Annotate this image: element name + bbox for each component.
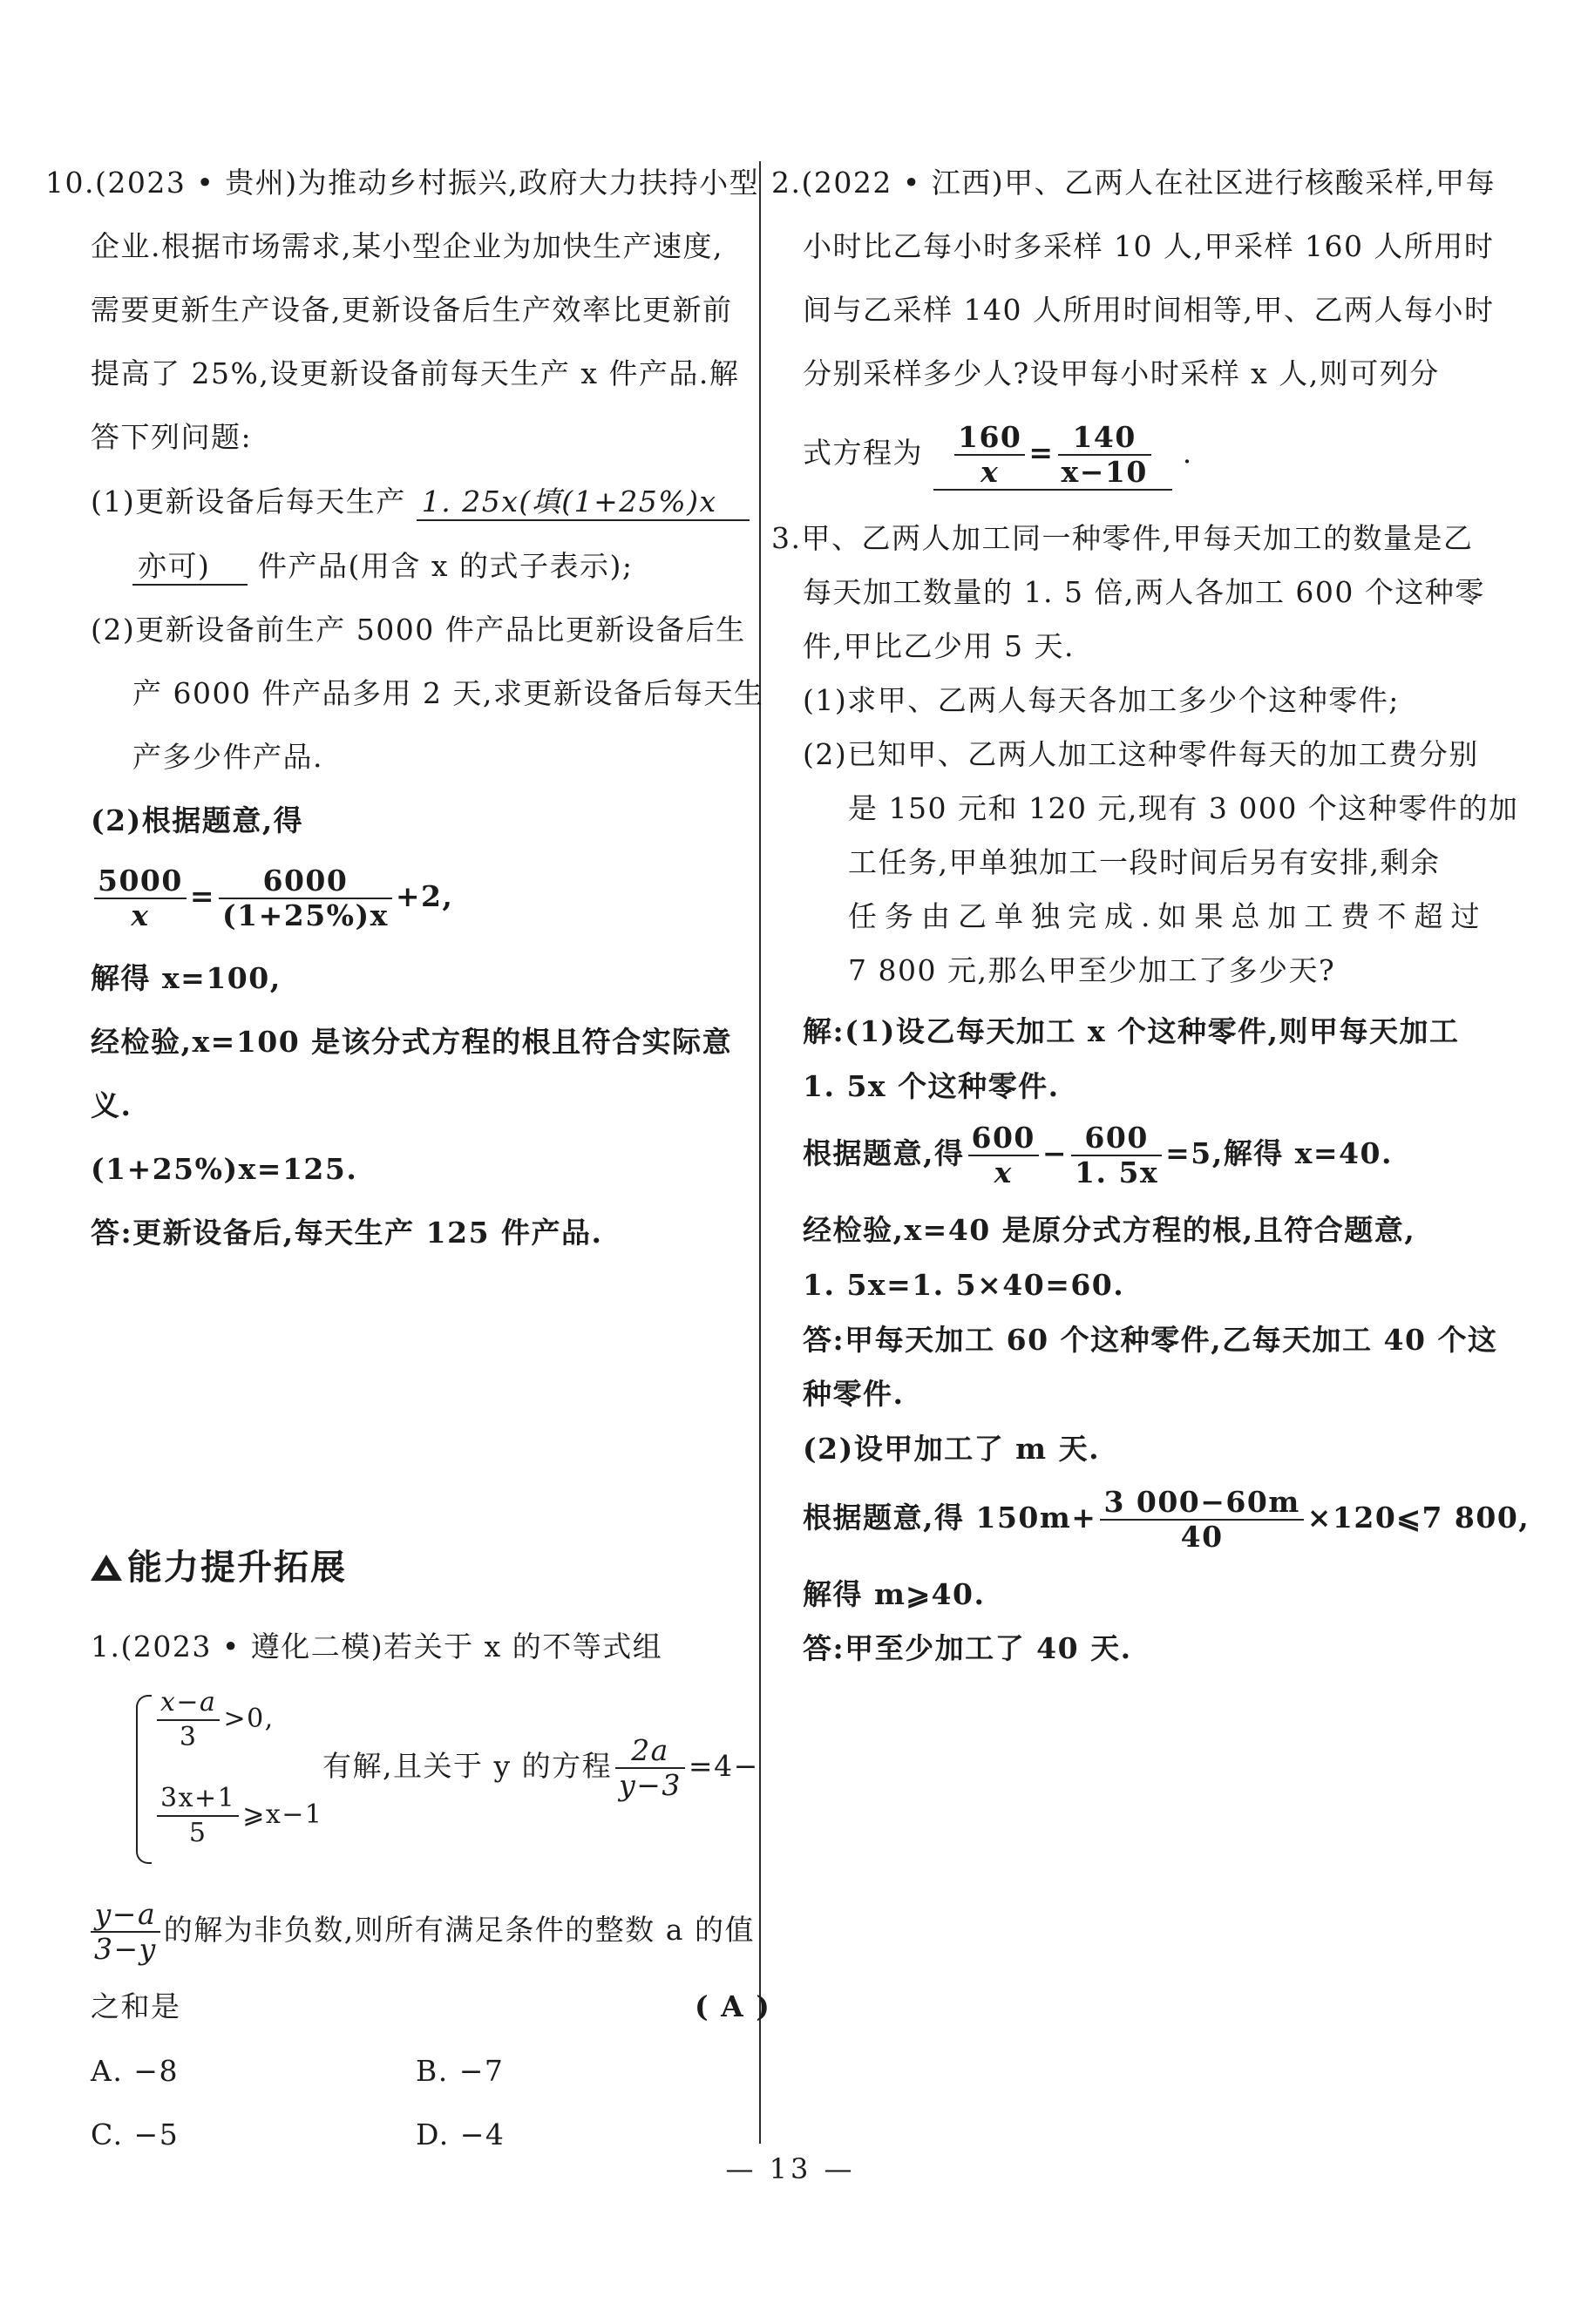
fraction: $\frac{x-a}{3}$: [157, 1686, 220, 1754]
q2-answer-line: 式方程为 $\frac{160}{x}$ = $\frac{140}{x-10}$ .: [803, 420, 1193, 489]
fraction: $\frac{5000}{x}$: [94, 864, 187, 932]
fraction: $\frac{y-a}{3-y}$: [91, 1898, 160, 1966]
option-a: A. −8: [91, 2054, 179, 2088]
q10-part2-line-3: 产多少件产品.: [132, 740, 323, 774]
q3-solution-line-6: 答:甲每天加工 60 个这种零件,乙每天加工 40 个这: [803, 1323, 1498, 1357]
q10-solution-line-3: 解得 x=100,: [91, 961, 282, 995]
q1-equation-line: 有解,且关于 y 的方程 $\frac{2a}{y-3}$ =4−: [322, 1733, 759, 1802]
option-b: B. −7: [416, 2054, 505, 2088]
q3-part2-line-3: 工任务,甲单独加工一段时间后另有安排,剩余: [848, 845, 1441, 879]
q2-line-1: 2.(2022 • 江西)甲、乙两人在社区进行核酸采样,甲每: [771, 166, 1496, 200]
q2-line-3: 间与乙采样 140 人所用时间相等,甲、乙两人每小时: [803, 293, 1495, 327]
fraction: $\frac{3x+1}{5}$: [157, 1782, 239, 1850]
q3-line-1: 3.甲、乙两人加工同一种零件,甲每天加工的数量是乙: [771, 521, 1474, 555]
q3-solution-line-8: (2)设甲加工了 m 天.: [803, 1432, 1101, 1466]
fraction: $\frac{2a}{y-3}$: [615, 1734, 685, 1802]
inequality-1: $\frac{x-a}{3}$ >0,: [153, 1686, 275, 1754]
column-divider: [759, 161, 761, 2144]
q3-solution-line-5: 1. 5x=1. 5×40=60.: [803, 1268, 1125, 1302]
option-c: C. −5: [91, 2117, 180, 2151]
q10-part2-line-2: 产 6000 件产品多用 2 天,求更新设备后每天生: [132, 676, 764, 710]
q3-line-2: 每天加工数量的 1. 5 倍,两人各加工 600 个这种零: [803, 575, 1485, 609]
q3-solution-line-1: 解:(1)设乙每天加工 x 个这种零件,则甲每天加工: [803, 1014, 1460, 1048]
q10-line-2: 企业.根据市场需求,某小型企业为加快生产速度,: [91, 229, 723, 263]
q2-line-2: 小时比乙每小时多采样 10 人,甲采样 160 人所用时: [803, 229, 1495, 263]
q2-answer-prefix: 式方程为: [803, 436, 923, 470]
q3-part2-line-2: 是 150 元和 120 元,现有 3 000 个这种零件的加: [848, 791, 1519, 825]
q10-solution-equation: $\frac{5000}{x}$ = $\frac{6000}{(1+25\%)x}$ +2,: [91, 864, 453, 932]
q3-solution-equation: 根据题意,得 $\frac{600}{x}$ − $\frac{600}{1. 5x}$ =5,解得 x=40.: [803, 1121, 1393, 1189]
q10-part1-prefix: (1)更新设备后每天生产: [91, 484, 406, 518]
q2-line-4: 分别采样多少人?设甲每小时采样 x 人,则可列分: [803, 356, 1440, 390]
q3-solution-line-4: 经检验,x=40 是原分式方程的根,且符合题意,: [803, 1213, 1416, 1247]
q1-continuation: $\frac{y-a}{3-y}$ 的解为非负数,则所有满足条件的整数 a 的值: [91, 1898, 755, 1966]
q10-solution-line-6: (1+25%)x=125.: [91, 1152, 358, 1186]
inequality-2: $\frac{3x+1}{5}$ ⩾x−1: [153, 1782, 323, 1850]
section-heading: 能力提升拓展: [91, 1540, 347, 1589]
triangle-icon: [91, 1555, 122, 1581]
q3-solution-line-11: 答:甲至少加工了 40 天.: [803, 1631, 1132, 1665]
q10-part1-line-2: [132, 549, 633, 586]
q10-line-4: 提高了 25%,设更新设备前每天生产 x 件产品.解: [91, 356, 740, 390]
q10-solution-line-5: 义.: [91, 1088, 132, 1122]
fraction: $\frac{600}{x}$: [968, 1121, 1039, 1189]
q10-part1-answer-blank: 1. 25x(填(1+25%)x: [417, 484, 750, 521]
q3-part1: (1)求甲、乙两人每天各加工多少个这种零件;: [803, 683, 1400, 717]
q1-line-1: 1.(2023 • 遵化二模)若关于 x 的不等式组: [91, 1630, 663, 1663]
q10-part1-answer-blank-cont: 亦可): [132, 549, 248, 586]
fraction: $\frac{6000}{(1+25\%)x}$: [219, 864, 392, 932]
system-brace: [136, 1695, 152, 1864]
q10-line-5: 答下列问题:: [91, 420, 253, 454]
q10-part1-line: [91, 484, 750, 521]
option-d: D. −4: [416, 2117, 506, 2151]
q10-solution-line-7: 答:更新设备后,每天生产 125 件产品.: [91, 1216, 603, 1250]
fraction: $\frac{140}{x-10}$: [1058, 421, 1151, 489]
q10-solution-line-1: (2)根据题意,得: [91, 803, 304, 837]
q3-line-3: 件,甲比乙少用 5 天.: [803, 629, 1075, 663]
q10-line-1: 10.(2023 • 贵州)为推动乡村振兴,政府大力扶持小型: [45, 166, 760, 200]
q10-line-3: 需要更新生产设备,更新设备后生产效率比更新前: [91, 293, 733, 327]
q1-answer: ( A ): [695, 1989, 771, 2023]
q3-part2-line-1: (2)已知甲、乙两人加工这种零件每天的加工费分别: [803, 737, 1479, 771]
fraction: $\frac{600}{1. 5x}$: [1071, 1121, 1162, 1189]
q1-last-line: 之和是: [91, 1989, 181, 2023]
page-number: — 13 —: [725, 2152, 856, 2185]
fraction: $\frac{3 000-60m}{40}$: [1100, 1486, 1303, 1554]
q10-solution-line-4: 经检验,x=100 是该分式方程的根且符合实际意: [91, 1025, 733, 1059]
q3-part2-line-5: 7 800 元,那么甲至少加工了多少天?: [848, 953, 1336, 987]
q3-solution-line-7: 种零件.: [803, 1377, 905, 1411]
fraction: $\frac{160}{x}$: [954, 421, 1025, 489]
q2-answer-blank: $\frac{160}{x}$ = $\frac{140}{x-10}$: [933, 421, 1172, 491]
q3-solution-line-10: 解得 m⩾40.: [803, 1577, 986, 1611]
q10-part2-line-1: (2)更新设备前生产 5000 件产品比更新设备后生: [91, 613, 746, 647]
q10-part1-suffix: 件产品(用含 x 的式子表示);: [258, 549, 634, 583]
q3-part2-line-4: 任务由乙单独完成.如果总加工费不超过: [848, 899, 1488, 933]
q3-solution-line-2: 1. 5x 个这种零件.: [803, 1069, 1060, 1103]
q3-solution-inequality: 根据题意,得 150m+ $\frac{3 000-60m}{40}$ ×120⩽7 800,: [803, 1485, 1530, 1554]
